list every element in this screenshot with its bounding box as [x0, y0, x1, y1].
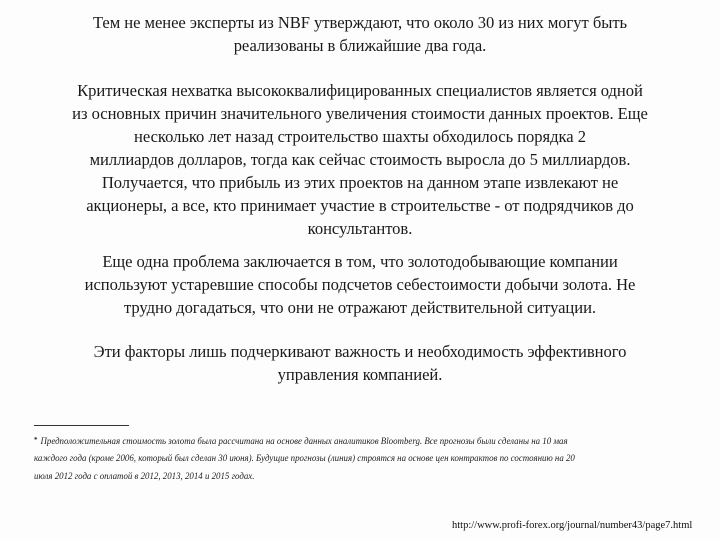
- paragraph-outdated-methods: [14, 250, 706, 319]
- text-line: Тем не менее эксперты из NBF утверждают, что около 30 из них могут быть: [92, 13, 628, 32]
- footnote-line: [34, 432, 706, 450]
- footnote-divider: [34, 425, 129, 426]
- footnote-text: Предположительная стоимость золота была рассчитана на основе данных аналитиков Bloomberg. Все прогнозы были сделаны на 10 мая: [40, 436, 568, 446]
- text-line: консультантов.: [307, 219, 413, 238]
- text-line: несколько лет назад строительство шахты обходилось порядка 2: [134, 127, 586, 146]
- footnote-line: июля 2012 года с оплатой в 2012, 2013, 2014 и 2015 годах.: [34, 470, 255, 481]
- footnote: [34, 432, 706, 485]
- text-line: Еще одна проблема заключается в том, что золотодобывающие компании: [102, 252, 618, 271]
- text-line: Критическая нехватка высококвалифицированных специалистов является одной: [77, 81, 643, 100]
- paragraph-management-importance: [14, 340, 706, 386]
- text-line: миллиардов долларов, тогда как сейчас стоимость выросла до 5 миллиардов.: [89, 150, 631, 169]
- footnote-marker: *: [34, 436, 38, 444]
- text-line: трудно догадаться, что они не отражают действительной ситуации.: [123, 298, 597, 317]
- text-line: Эти факторы лишь подчеркивают важность и необходимость эффективного: [93, 342, 627, 361]
- text-line: Получается, что прибыль из этих проектов на данном этапе извлекают не: [101, 173, 619, 192]
- text-line: используют устаревшие способы подсчетов себестоимости добычи золота. Не: [84, 275, 636, 294]
- footnote-line: каждого года (кроме 2006, который был сделан 30 июня). Будущие прогнозы (линия) строятся на основе цен контрактов по состоянию на 20: [34, 453, 575, 464]
- source-link[interactable]: http://www.profi-forex.org/journal/number43/page7.html: [452, 520, 693, 531]
- text-line: акционеры, а все, кто принимает участие в строительстве - от подрядчиков до: [86, 196, 634, 215]
- text-line: управления компанией.: [277, 365, 443, 384]
- text-line: из основных причин значительного увеличения стоимости данных проектов. Еще: [72, 104, 648, 123]
- paragraph-expert-forecast: [14, 11, 706, 57]
- text-line: реализованы в ближайшие два года.: [233, 36, 487, 55]
- paragraph-specialist-shortage: [14, 79, 706, 240]
